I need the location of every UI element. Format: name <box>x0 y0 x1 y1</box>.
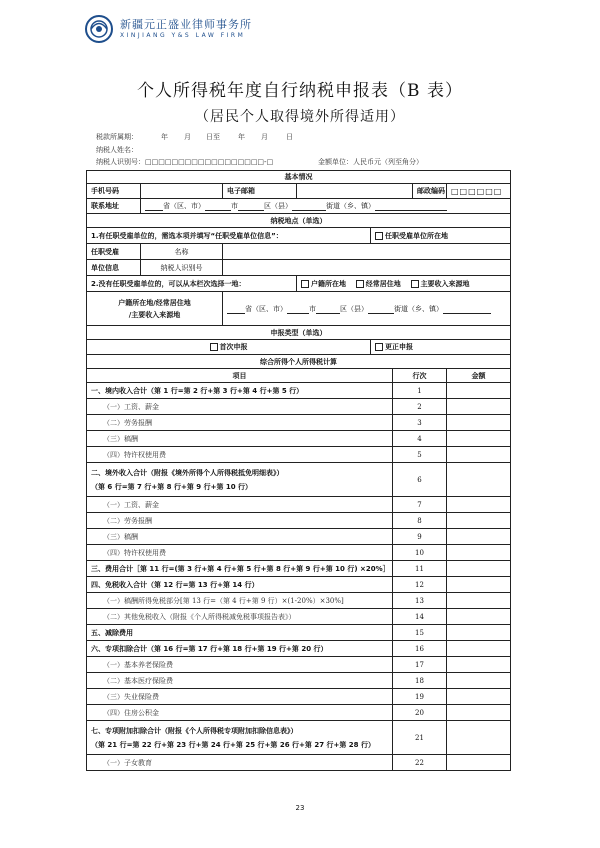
basic-info-header: 基本情况 <box>87 171 511 184</box>
declaration-first[interactable] <box>87 340 371 355</box>
address-label: 联系地址 <box>87 199 141 214</box>
calc-row-label: （三）稿酬 <box>87 431 393 447</box>
calc-row <box>87 593 511 609</box>
household-label-line2: /主要收入来源地 <box>128 310 181 319</box>
employer-id-label: 纳税人识别号 <box>141 260 223 276</box>
calc-row-amount-input[interactable] <box>447 673 511 689</box>
calc-row <box>87 463 511 497</box>
calc-row-label: 六、专项扣除合计（第 16 行=第 17 行+第 18 行+第 19 行+第 20 行） <box>87 641 393 657</box>
calc-row <box>87 545 511 561</box>
declaration-correction-label: 更正申报 <box>385 343 413 351</box>
calc-row-line-number: 16 <box>393 641 447 657</box>
h-province-label: 省（区、市） <box>245 304 287 313</box>
calc-rows <box>87 383 511 771</box>
location-q1-option[interactable] <box>371 228 511 244</box>
calc-row-amount-input[interactable] <box>447 383 511 399</box>
email-label: 电子邮箱 <box>223 184 297 199</box>
location-q2-options <box>297 276 511 292</box>
calc-row-amount-input[interactable] <box>447 609 511 625</box>
calc-row <box>87 561 511 577</box>
firm-header <box>84 14 344 50</box>
period-year-2: 年 <box>238 133 245 141</box>
calc-row <box>87 755 511 771</box>
calc-row-label: （一）工资、薪金 <box>87 497 393 513</box>
calc-row-amount-input[interactable] <box>447 705 511 721</box>
calc-row-line-number: 6 <box>393 463 447 497</box>
checkbox-icon[interactable] <box>210 343 218 351</box>
calc-row-line-number: 20 <box>393 705 447 721</box>
calc-row-line-number: 2 <box>393 399 447 415</box>
calc-row-line-number: 10 <box>393 545 447 561</box>
calc-row <box>87 529 511 545</box>
firm-name-en: XINJIANG Y&S LAW FIRM <box>120 32 246 39</box>
period-day-2: 日 <box>286 133 293 141</box>
q2-option-residence: 经常居住地 <box>365 279 401 288</box>
calc-row <box>87 657 511 673</box>
calc-row-amount-input[interactable] <box>447 721 511 755</box>
phone-input[interactable] <box>141 184 223 199</box>
period-day-to: 日至 <box>206 133 220 141</box>
calc-row-line-number: 21 <box>393 721 447 755</box>
calc-row-line-number: 4 <box>393 431 447 447</box>
declaration-first-label: 首次申报 <box>219 343 248 351</box>
calc-row-line-number: 8 <box>393 513 447 529</box>
calc-row-line-number: 19 <box>393 689 447 705</box>
calc-row-label <box>87 463 393 497</box>
calc-row <box>87 705 511 721</box>
employer-name-input[interactable] <box>223 244 511 260</box>
declaration-correction[interactable] <box>371 340 511 355</box>
employer-name-label: 名称 <box>141 244 223 260</box>
calc-row-line-number: 9 <box>393 529 447 545</box>
addr-province-label: 省（区、市） <box>163 202 205 210</box>
amount-unit-label: 金额单位：人民币元（列至角分） <box>318 158 423 166</box>
location-q2: 2.没有任职受雇单位的，可以从本栏次选择一地： <box>87 276 297 292</box>
form-subtitle: （居民个人取得境外所得适用） <box>195 109 405 125</box>
location-q1-option-label: 任职受雇单位所在地 <box>385 231 448 240</box>
calc-row-label-line2: （第 6 行=第 7 行+第 8 行+第 9 行+第 10 行） <box>91 482 253 491</box>
h-city-label: 市 <box>309 304 316 313</box>
calc-row-amount-input[interactable] <box>447 463 511 497</box>
checkbox-icon[interactable] <box>375 343 383 351</box>
col-item-header: 项目 <box>87 369 393 383</box>
postcode-label: 邮政编码 <box>413 184 447 199</box>
calc-row <box>87 577 511 593</box>
calc-row-amount-input[interactable] <box>447 593 511 609</box>
household-label-line1: 户籍所在地/经常居住地 <box>118 298 191 307</box>
calc-row-line-number: 11 <box>393 561 447 577</box>
calc-row-line-number: 3 <box>393 415 447 431</box>
calc-row <box>87 415 511 431</box>
calc-row-label: （一）子女教育 <box>87 755 393 771</box>
calc-row-amount-input[interactable] <box>447 447 511 463</box>
calc-row-label: 三、费用合计［第 11 行=(第 3 行+第 4 行+第 5 行+第 8 行+第 9 行+第 10 行) ×20%］ <box>87 561 393 577</box>
calc-row-amount-input[interactable] <box>447 545 511 561</box>
calc-row-line-number: 17 <box>393 657 447 673</box>
calc-row-amount-input[interactable] <box>447 415 511 431</box>
calc-row-label: （二）劳务报酬 <box>87 513 393 529</box>
calc-row-label: （四）住房公积金 <box>87 705 393 721</box>
calc-row-line-number: 1 <box>393 383 447 399</box>
calc-row-label: （四）特许权使用费 <box>87 545 393 561</box>
calc-row-line-number: 18 <box>393 673 447 689</box>
calc-row-line-number: 7 <box>393 497 447 513</box>
email-input[interactable] <box>297 184 413 199</box>
calc-row-label: 五、减除费用 <box>87 625 393 641</box>
calc-row-amount-input[interactable] <box>447 625 511 641</box>
calc-row-amount-input[interactable] <box>447 755 511 771</box>
addr-street-label: 街道（乡、镇） <box>326 202 375 210</box>
col-amount-header: 金额 <box>447 369 511 383</box>
calc-row <box>87 609 511 625</box>
form-title: 个人所得税年度自行纳税申报表（B 表） <box>137 81 463 101</box>
addr-city-label: 市 <box>231 202 238 210</box>
calc-row-amount-input[interactable] <box>447 657 511 673</box>
calc-row-label: （四）特许权使用费 <box>87 447 393 463</box>
period-month-2: 月 <box>261 133 268 141</box>
q2-option-household: 户籍所在地 <box>311 279 346 288</box>
firm-logo-icon <box>84 14 114 44</box>
phone-label: 手机号码 <box>87 184 141 199</box>
q2-option-income-source: 主要收入来源地 <box>420 279 470 288</box>
calc-row-label: （三）失业保险费 <box>87 689 393 705</box>
calc-row-label <box>87 721 393 755</box>
checkbox-icon[interactable] <box>356 280 364 288</box>
household-address-input[interactable] <box>223 292 511 326</box>
period-label: 税款所属期： <box>96 133 138 141</box>
calc-row-label: （一）基本养老保险费 <box>87 657 393 673</box>
location-header: 纳税地点（单选） <box>87 214 511 228</box>
calc-row-label: （一）工资、薪金 <box>87 399 393 415</box>
checkbox-icon[interactable] <box>301 280 309 288</box>
calc-row <box>87 513 511 529</box>
calc-row <box>87 625 511 641</box>
calc-row-line-number: 5 <box>393 447 447 463</box>
calc-row <box>87 399 511 415</box>
calc-row-label: 四、免税收入合计（第 12 行=第 13 行+第 14 行） <box>87 577 393 593</box>
calc-row-label: （二）基本医疗保险费 <box>87 673 393 689</box>
calc-row-label: （一）稿酬所得免税部分[第 13 行=（第 4 行+第 9 行）×(1-20%）×30%] <box>87 593 393 609</box>
employer-id-input[interactable] <box>223 260 511 276</box>
calc-row-amount-input[interactable] <box>447 577 511 593</box>
taxpayer-id-label: 纳税人识别号：□□□□□□□□□□□□□□□□□□-□ <box>96 158 274 166</box>
tax-return-form <box>86 170 511 771</box>
postcode-input[interactable]: □□□□□□ <box>447 184 511 199</box>
address-input[interactable] <box>141 199 511 214</box>
calc-row-label: （二）其他免税收入（附报《个人所得税减免税事项报告表》） <box>87 609 393 625</box>
calc-row <box>87 497 511 513</box>
calc-row <box>87 641 511 657</box>
household-label <box>87 292 223 326</box>
calc-row <box>87 447 511 463</box>
period-month-1: 月 <box>184 133 191 141</box>
calc-row-line-number: 15 <box>393 625 447 641</box>
calc-row-line-number: 12 <box>393 577 447 593</box>
declaration-header: 申报类型（单选） <box>87 326 511 340</box>
calc-row-amount-input[interactable] <box>447 513 511 529</box>
calc-row-line-number: 13 <box>393 593 447 609</box>
location-q1: 1.有任职受雇单位的，需选本项并填写“任职受雇单位信息”： <box>87 228 371 244</box>
calc-row-label: （二）劳务报酬 <box>87 415 393 431</box>
calc-row-amount-input[interactable] <box>447 529 511 545</box>
period-year-1: 年 <box>161 133 168 141</box>
firm-name-cn: 新疆元正盛业律师事务所 <box>120 18 252 31</box>
calc-row-amount-input[interactable] <box>447 641 511 657</box>
taxpayer-name-label: 纳税人姓名： <box>96 146 138 154</box>
calc-row-line-number: 22 <box>393 755 447 771</box>
calc-row <box>87 689 511 705</box>
calc-row-amount-input[interactable] <box>447 689 511 705</box>
page-number: 23 <box>295 804 305 812</box>
checkbox-icon[interactable] <box>411 280 419 288</box>
calc-row-label-line1: 二、境外收入合计（附报《境外所得个人所得税抵免明细表》） <box>91 468 284 477</box>
calc-row-amount-input[interactable] <box>447 399 511 415</box>
calc-row <box>87 673 511 689</box>
calc-row <box>87 721 511 755</box>
checkbox-icon[interactable] <box>375 232 383 240</box>
calc-header: 综合所得个人所得税计算 <box>87 355 511 369</box>
calc-row-label: 一、境内收入合计（第 1 行=第 2 行+第 3 行+第 4 行+第 5 行） <box>87 383 393 399</box>
h-county-label: 区（县） <box>340 304 368 313</box>
calc-row-label-line2: （第 21 行=第 22 行+第 23 行+第 24 行+第 25 行+第 26 行+第 27 行+第 28 行） <box>91 740 375 749</box>
h-street-label: 街道（乡、镇） <box>394 304 443 313</box>
calc-row-label-line1: 七、专项附加扣除合计（附报《个人所得税专项附加扣除信息表》） <box>91 726 298 735</box>
calc-row-amount-input[interactable] <box>447 497 511 513</box>
calc-row-amount-input[interactable] <box>447 431 511 447</box>
calc-row <box>87 383 511 399</box>
addr-county-label: 区（县） <box>264 202 292 210</box>
employer-label: 任职受雇 <box>87 244 141 260</box>
employer-info-label: 单位信息 <box>87 260 141 276</box>
calc-row-label: （三）稿酬 <box>87 529 393 545</box>
calc-row-amount-input[interactable] <box>447 561 511 577</box>
calc-row <box>87 431 511 447</box>
calc-row-line-number: 14 <box>393 609 447 625</box>
col-line-header: 行次 <box>393 369 447 383</box>
